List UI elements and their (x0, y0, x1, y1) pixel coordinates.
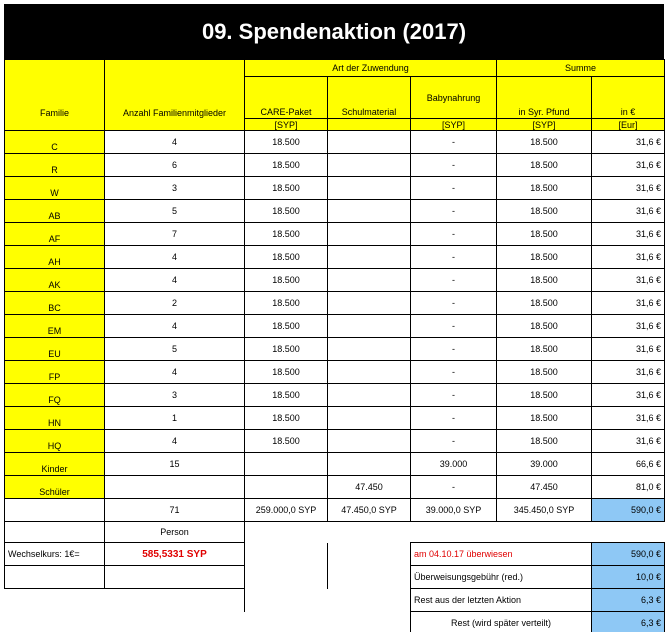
header-spacer (105, 60, 245, 77)
member-count-cell: 4 (105, 131, 245, 154)
summary-label-2: Rest aus der letzten Aktion (411, 589, 592, 612)
exchange-label: Wechselkurs: 1€= (5, 543, 105, 566)
family-cell: HQ (5, 430, 105, 453)
schulmaterial-cell (328, 177, 411, 200)
care-paket-cell: 18.500 (245, 177, 328, 200)
sum-syp-cell: 18.500 (497, 177, 592, 200)
blank (245, 566, 328, 589)
schulmaterial-cell (328, 292, 411, 315)
care-paket-cell: 18.500 (245, 430, 328, 453)
babynahrung-cell: - (411, 338, 497, 361)
sum-syp-cell: 18.500 (497, 131, 592, 154)
sum-eur-cell: 31,6 € (592, 407, 665, 430)
babynahrung-cell: - (411, 131, 497, 154)
table-row (5, 430, 665, 453)
sum-eur-cell: 31,6 € (592, 430, 665, 453)
sum-eur-cell: 81,0 € (592, 476, 665, 499)
babynahrung-cell: - (411, 476, 497, 499)
sum-eur-cell: 31,6 € (592, 200, 665, 223)
sum-syp-cell: 18.500 (497, 223, 592, 246)
sum-syp-cell: 18.500 (497, 200, 592, 223)
summary-label-3: Rest (wird später verteilt) (411, 612, 592, 632)
sum-syp-cell: 18.500 (497, 384, 592, 407)
care-paket-cell: 18.500 (245, 361, 328, 384)
summary-value-0: 590,0 € (592, 543, 665, 566)
unit-eur: [Eur] (592, 119, 665, 131)
member-count-cell: 3 (105, 384, 245, 407)
member-count-cell: 4 (105, 361, 245, 384)
member-count-cell: 6 (105, 154, 245, 177)
sum-syp-cell: 18.500 (497, 292, 592, 315)
summary-value-2: 6,3 € (592, 589, 665, 612)
member-count-cell: 4 (105, 430, 245, 453)
donation-table (4, 59, 665, 632)
table-row (5, 407, 665, 430)
care-paket-cell: 18.500 (245, 269, 328, 292)
schulmaterial-cell (328, 430, 411, 453)
summary-value-1: 10,0 € (592, 566, 665, 589)
family-cell: FP (5, 361, 105, 384)
unit-empty (328, 119, 411, 131)
member-count-cell: 15 (105, 453, 245, 476)
blank (245, 543, 328, 566)
care-paket-cell: 18.500 (245, 154, 328, 177)
family-cell: AF (5, 223, 105, 246)
sum-syp-cell: 18.500 (497, 315, 592, 338)
care-paket-cell: 18.500 (245, 407, 328, 430)
babynahrung-cell: - (411, 246, 497, 269)
header-euro: in € (592, 77, 665, 119)
sum-eur-cell: 31,6 € (592, 223, 665, 246)
sum-syp-cell: 18.500 (497, 269, 592, 292)
sum-syp-cell: 18.500 (497, 154, 592, 177)
header-syr-pfund: in Syr. Pfund (497, 77, 592, 119)
blank (245, 522, 665, 543)
header-unit-empty (105, 119, 245, 131)
family-cell: FQ (5, 384, 105, 407)
total-care: 259.000,0 SYP (245, 499, 328, 522)
header-art-der-zuwendung: Art der Zuwendung (245, 60, 497, 77)
schulmaterial-cell (328, 384, 411, 407)
table-row (5, 361, 665, 384)
babynahrung-cell: - (411, 407, 497, 430)
summary-value-3: 6,3 € (592, 612, 665, 632)
total-baby: 39.000,0 SYP (411, 499, 497, 522)
babynahrung-cell: - (411, 269, 497, 292)
schulmaterial-cell (328, 131, 411, 154)
member-count-cell: 5 (105, 338, 245, 361)
schulmaterial-cell (328, 361, 411, 384)
blank (5, 566, 105, 589)
care-paket-cell: 18.500 (245, 200, 328, 223)
spreadsheet (4, 4, 664, 632)
header-spacer (5, 60, 105, 77)
blank (328, 589, 411, 612)
schulmaterial-cell (328, 223, 411, 246)
header-unit-empty (5, 119, 105, 131)
babynahrung-cell: 39.000 (411, 453, 497, 476)
table-row (5, 315, 665, 338)
table-row (5, 246, 665, 269)
family-cell: EU (5, 338, 105, 361)
schulmaterial-cell (328, 269, 411, 292)
table-row (5, 177, 665, 200)
family-cell: BC (5, 292, 105, 315)
sum-eur-cell: 31,6 € (592, 338, 665, 361)
sum-eur-cell: 31,6 € (592, 315, 665, 338)
summary-label-0: am 04.10.17 überwiesen (411, 543, 592, 566)
schulmaterial-cell (328, 315, 411, 338)
table-row (5, 453, 665, 476)
family-cell: AK (5, 269, 105, 292)
babynahrung-cell: - (411, 292, 497, 315)
babynahrung-cell: - (411, 154, 497, 177)
member-count-cell: 4 (105, 269, 245, 292)
sum-eur-cell: 31,6 € (592, 269, 665, 292)
family-cell: R (5, 154, 105, 177)
care-paket-cell: 18.500 (245, 131, 328, 154)
blank (5, 589, 105, 612)
care-paket-cell: 18.500 (245, 292, 328, 315)
sum-eur-cell: 31,6 € (592, 177, 665, 200)
total-syr: 345.450,0 SYP (497, 499, 592, 522)
sum-eur-cell: 31,6 € (592, 131, 665, 154)
member-count-cell: 1 (105, 407, 245, 430)
sum-syp-cell: 47.450 (497, 476, 592, 499)
table-row (5, 476, 665, 499)
unit-syp: [SYP] (411, 119, 497, 131)
family-cell: Schüler (5, 476, 105, 499)
sum-eur-cell: 66,6 € (592, 453, 665, 476)
care-paket-cell: 18.500 (245, 223, 328, 246)
sum-eur-cell: 31,6 € (592, 246, 665, 269)
babynahrung-cell: - (411, 223, 497, 246)
sum-syp-cell: 18.500 (497, 361, 592, 384)
header-familie: Familie (5, 77, 105, 119)
babynahrung-cell: - (411, 177, 497, 200)
member-count-cell: 2 (105, 292, 245, 315)
unit-syp: [SYP] (245, 119, 328, 131)
babynahrung-cell: - (411, 200, 497, 223)
care-paket-cell (245, 476, 328, 499)
schulmaterial-cell (328, 246, 411, 269)
schulmaterial-cell (328, 338, 411, 361)
member-count-cell: 5 (105, 200, 245, 223)
schulmaterial-cell (328, 407, 411, 430)
babynahrung-cell: - (411, 430, 497, 453)
blank (245, 612, 328, 632)
care-paket-cell: 18.500 (245, 338, 328, 361)
header-anzahl: Anzahl Familienmitglieder (105, 77, 245, 119)
blank (105, 566, 245, 589)
table-row (5, 269, 665, 292)
table-row (5, 384, 665, 407)
babynahrung-cell: - (411, 315, 497, 338)
table-row (5, 338, 665, 361)
babynahrung-cell: - (411, 361, 497, 384)
sum-syp-cell: 18.500 (497, 407, 592, 430)
table-row (5, 223, 665, 246)
blank (5, 612, 105, 632)
table-row (5, 131, 665, 154)
table-row (5, 200, 665, 223)
sum-eur-cell: 31,6 € (592, 154, 665, 177)
sum-syp-cell: 18.500 (497, 338, 592, 361)
header-babynahrung: Babynahrung (411, 77, 497, 119)
family-cell: C (5, 131, 105, 154)
member-count-cell: 7 (105, 223, 245, 246)
blank (328, 612, 411, 632)
summary-label-1: Überweisungsgebühr (red.) (411, 566, 592, 589)
exchange-value: 585,5331 SYP (105, 543, 245, 566)
header-summe: Summe (497, 60, 665, 77)
care-paket-cell: 18.500 (245, 246, 328, 269)
sum-syp-cell: 18.500 (497, 246, 592, 269)
sum-eur-cell: 31,6 € (592, 384, 665, 407)
blank (105, 612, 245, 632)
sum-syp-cell: 39.000 (497, 453, 592, 476)
schulmaterial-cell: 47.450 (328, 476, 411, 499)
member-count-cell: 4 (105, 246, 245, 269)
total-schul: 47.450,0 SYP (328, 499, 411, 522)
schulmaterial-cell (328, 154, 411, 177)
family-cell: AH (5, 246, 105, 269)
table-row (5, 292, 665, 315)
data-rows (5, 131, 665, 499)
schulmaterial-cell (328, 200, 411, 223)
member-count-cell: 4 (105, 315, 245, 338)
family-cell: EM (5, 315, 105, 338)
sum-eur-cell: 31,6 € (592, 292, 665, 315)
sum-syp-cell: 18.500 (497, 430, 592, 453)
total-anzahl: 71 (105, 499, 245, 522)
blank (328, 566, 411, 589)
header-care-paket: CARE-Paket (245, 77, 328, 119)
family-cell: AB (5, 200, 105, 223)
header-schulmaterial: Schulmaterial (328, 77, 411, 119)
table-row (5, 154, 665, 177)
member-count-cell (105, 476, 245, 499)
care-paket-cell: 18.500 (245, 384, 328, 407)
family-cell: HN (5, 407, 105, 430)
blank (328, 543, 411, 566)
care-paket-cell (245, 453, 328, 476)
blank (105, 589, 245, 612)
family-cell: Kinder (5, 453, 105, 476)
total-eur: 590,0 € (592, 499, 665, 522)
member-count-cell: 3 (105, 177, 245, 200)
family-cell: W (5, 177, 105, 200)
care-paket-cell: 18.500 (245, 315, 328, 338)
blank (245, 589, 328, 612)
page-title: 09. Spendenaktion (2017) (4, 4, 664, 59)
person-label: Person (105, 522, 245, 543)
totals-empty (5, 499, 105, 522)
schulmaterial-cell (328, 453, 411, 476)
person-row-empty (5, 522, 105, 543)
babynahrung-cell: - (411, 384, 497, 407)
sum-eur-cell: 31,6 € (592, 361, 665, 384)
unit-syp: [SYP] (497, 119, 592, 131)
